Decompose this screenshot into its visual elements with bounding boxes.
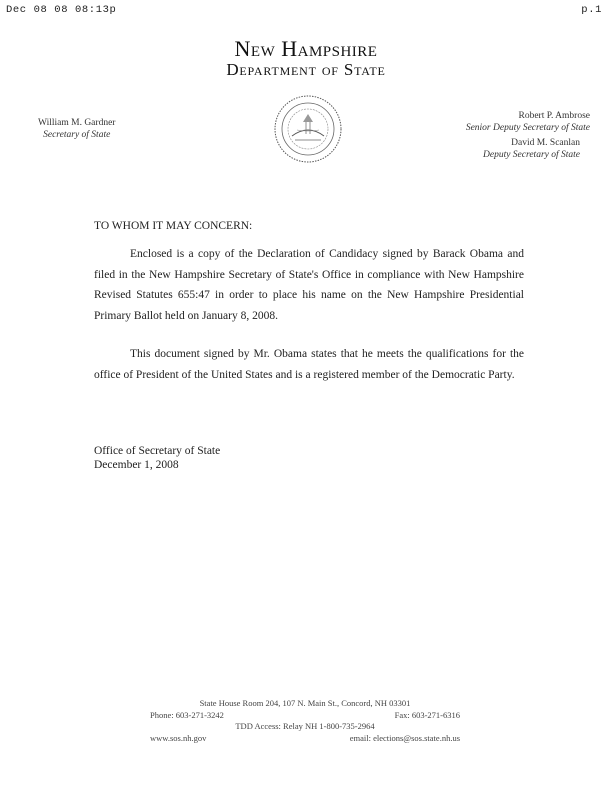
letterhead-department: Department of State	[226, 60, 386, 79]
fax-page-number: p.1	[581, 4, 602, 16]
officer-title: Secretary of State	[43, 130, 111, 140]
footer-website: www.sos.nh.gov	[150, 732, 207, 743]
officer-title: Deputy Secretary of State	[483, 150, 580, 160]
officer-name: William M. Gardner	[38, 118, 116, 128]
footer-tdd: TDD Access: Relay NH 1-800-735-2964	[235, 721, 375, 731]
officer-name: David M. Scanlan	[511, 138, 580, 148]
state-seal-icon	[273, 94, 343, 164]
letter-footer	[150, 698, 460, 744]
letter-paragraph-1: Enclosed is a copy of the Declaration of Candidacy signed by Barack Obama and filed in the New Hampshire Secretary of State's Office in compliance with New Hampshire Revised Statutes 655:47 in order to place his name on the New Hampshire Presidential Primary Ballot held on January 8, 2008.	[94, 248, 524, 322]
officer-name: Robert P. Ambrose	[518, 111, 590, 121]
signoff	[94, 444, 524, 472]
fax-timestamp: Dec 08 08 08:13p	[6, 4, 117, 16]
footer-email: email: elections@sos.state.nh.us	[349, 732, 460, 743]
footer-address: State House Room 204, 107 N. Main St., Concord, NH 03301	[199, 698, 411, 708]
footer-phone: Phone: 603-271-3242	[150, 709, 224, 720]
officer-deputy	[483, 137, 580, 161]
officer-secretary	[38, 117, 115, 141]
officer-title: Senior Deputy Secretary of State	[465, 123, 590, 133]
signoff-office: Office of Secretary of State	[94, 445, 221, 457]
officer-senior-deputy	[466, 110, 590, 134]
signoff-date: December 1, 2008	[94, 459, 179, 471]
letter-paragraph-2: This document signed by Mr. Obama states that he meets the qualifications for the office of President of the United States and is a registered member of the Democratic Party.	[94, 348, 524, 381]
salutation: TO WHOM IT MAY CONCERN:	[94, 220, 253, 232]
footer-fax: Fax: 603-271-6316	[394, 709, 460, 720]
letterhead-state: New Hampshire	[234, 36, 378, 61]
